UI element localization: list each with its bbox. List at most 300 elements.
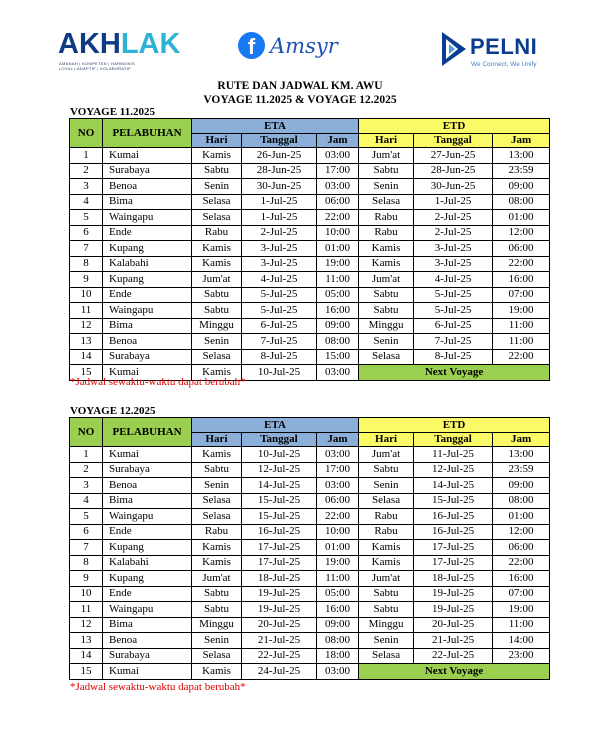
table-row: [70, 194, 550, 210]
row-number: 3: [70, 478, 103, 494]
table-row: [70, 179, 550, 195]
etd-day: Selasa: [359, 349, 414, 365]
row-number: 7: [70, 540, 103, 556]
etd-time: 07:00: [493, 287, 550, 303]
eta-date: 16-Jul-25: [242, 524, 317, 540]
akhlak-subtitle: [59, 61, 169, 71]
eta-day: Senin: [192, 179, 242, 195]
port-name: Surabaya: [103, 462, 192, 478]
table-row: [70, 586, 550, 602]
eta-day: Senin: [192, 478, 242, 494]
schedule-body: [70, 447, 550, 680]
etd-date: 30-Jun-25: [414, 179, 493, 195]
port-name: Benoa: [103, 478, 192, 494]
header-no: NO: [70, 119, 103, 148]
eta-day: Sabtu: [192, 602, 242, 618]
eta-date: 6-Jul-25: [242, 318, 317, 334]
header-eta-day: Hari: [192, 433, 242, 447]
etd-day: Minggu: [359, 318, 414, 334]
etd-time: 23:00: [493, 648, 550, 664]
row-number: 8: [70, 555, 103, 571]
eta-day: Senin: [192, 633, 242, 649]
eta-day: Minggu: [192, 617, 242, 633]
port-name: Waingapu: [103, 509, 192, 525]
header-port: PELABUHAN: [103, 119, 192, 148]
table-row: [70, 272, 550, 288]
eta-day: Kamis: [192, 148, 242, 164]
row-number: 11: [70, 303, 103, 319]
etd-date: 14-Jul-25: [414, 478, 493, 494]
eta-date: 5-Jul-25: [242, 287, 317, 303]
table-row: [70, 163, 550, 179]
eta-date: 26-Jun-25: [242, 148, 317, 164]
etd-date: 21-Jul-25: [414, 633, 493, 649]
row-number: 13: [70, 334, 103, 350]
row-number: 13: [70, 633, 103, 649]
eta-time: 05:00: [317, 287, 359, 303]
eta-day: Kamis: [192, 241, 242, 257]
etd-time: 23:59: [493, 462, 550, 478]
etd-date: 16-Jul-25: [414, 524, 493, 540]
eta-date: 3-Jul-25: [242, 241, 317, 257]
pelni-name: PELNI: [470, 34, 538, 59]
eta-day: Jum'at: [192, 272, 242, 288]
etd-date: 8-Jul-25: [414, 349, 493, 365]
header-etd-day: Hari: [359, 134, 414, 148]
etd-date: 11-Jul-25: [414, 447, 493, 463]
next-voyage-cell: Next Voyage: [359, 365, 550, 381]
etd-time: 06:00: [493, 241, 550, 257]
etd-date: 5-Jul-25: [414, 303, 493, 319]
etd-day: Jum'at: [359, 272, 414, 288]
eta-date: 19-Jul-25: [242, 586, 317, 602]
port-name: Kalabahi: [103, 256, 192, 272]
etd-day: Kamis: [359, 540, 414, 556]
etd-date: 2-Jul-25: [414, 225, 493, 241]
table-row: [70, 148, 550, 164]
eta-time: 17:00: [317, 163, 359, 179]
etd-time: 16:00: [493, 571, 550, 587]
eta-day: Sabtu: [192, 163, 242, 179]
port-name: Kumai: [103, 365, 192, 381]
eta-time: 09:00: [317, 617, 359, 633]
eta-day: Sabtu: [192, 303, 242, 319]
row-number: 6: [70, 524, 103, 540]
header-eta: ETA: [192, 119, 359, 134]
eta-date: 30-Jun-25: [242, 179, 317, 195]
amsyr-name: Amsyr: [270, 34, 338, 58]
port-name: Ende: [103, 287, 192, 303]
row-number: 4: [70, 194, 103, 210]
eta-time: 08:00: [317, 633, 359, 649]
etd-date: 20-Jul-25: [414, 617, 493, 633]
eta-time: 03:00: [317, 179, 359, 195]
eta-time: 03:00: [317, 478, 359, 494]
row-number: 1: [70, 148, 103, 164]
port-name: Bima: [103, 318, 192, 334]
port-name: Kupang: [103, 241, 192, 257]
etd-time: 08:00: [493, 194, 550, 210]
row-number: 6: [70, 225, 103, 241]
eta-day: Rabu: [192, 524, 242, 540]
pelni-tagline: We Connect, We Unify: [471, 61, 537, 68]
table-row: [70, 478, 550, 494]
eta-date: 21-Jul-25: [242, 633, 317, 649]
eta-day: Sabtu: [192, 462, 242, 478]
eta-date: 18-Jul-25: [242, 571, 317, 587]
eta-time: 11:00: [317, 571, 359, 587]
eta-date: 2-Jul-25: [242, 225, 317, 241]
etd-date: 5-Jul-25: [414, 287, 493, 303]
schedule-table: [69, 417, 550, 680]
row-number: 7: [70, 241, 103, 257]
eta-date: 1-Jul-25: [242, 194, 317, 210]
etd-time: 09:00: [493, 179, 550, 195]
etd-day: Kamis: [359, 241, 414, 257]
header-eta: ETA: [192, 418, 359, 433]
table-row: [70, 256, 550, 272]
eta-day: Jum'at: [192, 571, 242, 587]
eta-day: Minggu: [192, 318, 242, 334]
eta-day: Kamis: [192, 365, 242, 381]
eta-day: Kamis: [192, 256, 242, 272]
table-row: [70, 602, 550, 618]
eta-date: 10-Jul-25: [242, 365, 317, 381]
port-name: Kupang: [103, 540, 192, 556]
etd-day: Minggu: [359, 617, 414, 633]
eta-time: 22:00: [317, 210, 359, 226]
eta-time: 03:00: [317, 148, 359, 164]
header-eta-day: Hari: [192, 134, 242, 148]
row-number: 12: [70, 617, 103, 633]
header-etd-date: Tanggal: [414, 134, 493, 148]
table-row: [70, 555, 550, 571]
header-etd-time: Jam: [493, 134, 550, 148]
etd-day: Rabu: [359, 210, 414, 226]
table-row: [70, 210, 550, 226]
port-name: Ende: [103, 225, 192, 241]
eta-date: 22-Jul-25: [242, 648, 317, 664]
eta-day: Rabu: [192, 225, 242, 241]
table-row: [70, 334, 550, 350]
pelni-logo: [440, 30, 560, 74]
etd-time: 01:00: [493, 509, 550, 525]
schedule-body: [70, 148, 550, 381]
eta-date: 8-Jul-25: [242, 349, 317, 365]
etd-day: Jum'at: [359, 148, 414, 164]
next-voyage-cell: Next Voyage: [359, 664, 550, 680]
schedule-note: *Jadwal sewaktu-waktu dapat berubah*: [70, 681, 246, 693]
header-eta-time: Jam: [317, 433, 359, 447]
eta-time: 03:00: [317, 664, 359, 680]
etd-date: 27-Jun-25: [414, 148, 493, 164]
row-number: 8: [70, 256, 103, 272]
eta-day: Sabtu: [192, 586, 242, 602]
eta-day: Kamis: [192, 540, 242, 556]
table-row: [70, 664, 550, 680]
table-row: [70, 648, 550, 664]
etd-time: 11:00: [493, 334, 550, 350]
eta-day: Kamis: [192, 555, 242, 571]
eta-time: 17:00: [317, 462, 359, 478]
etd-day: Senin: [359, 179, 414, 195]
eta-date: 28-Jun-25: [242, 163, 317, 179]
header-etd-day: Hari: [359, 433, 414, 447]
etd-time: 16:00: [493, 272, 550, 288]
eta-date: 5-Jul-25: [242, 303, 317, 319]
etd-day: Sabtu: [359, 602, 414, 618]
etd-time: 12:00: [493, 524, 550, 540]
eta-time: 05:00: [317, 586, 359, 602]
etd-time: 13:00: [493, 447, 550, 463]
eta-date: 17-Jul-25: [242, 540, 317, 556]
port-name: Waingapu: [103, 210, 192, 226]
etd-date: 3-Jul-25: [414, 241, 493, 257]
eta-date: 1-Jul-25: [242, 210, 317, 226]
eta-date: 15-Jul-25: [242, 493, 317, 509]
etd-day: Selasa: [359, 648, 414, 664]
etd-time: 11:00: [493, 617, 550, 633]
eta-date: 3-Jul-25: [242, 256, 317, 272]
eta-time: 01:00: [317, 540, 359, 556]
table-row: [70, 509, 550, 525]
eta-date: 24-Jul-25: [242, 664, 317, 680]
etd-day: Kamis: [359, 555, 414, 571]
eta-time: 08:00: [317, 334, 359, 350]
header-port: PELABUHAN: [103, 418, 192, 447]
eta-day: Sabtu: [192, 287, 242, 303]
port-name: Bima: [103, 493, 192, 509]
table-row: [70, 287, 550, 303]
etd-time: 01:00: [493, 210, 550, 226]
header-etd: ETD: [359, 119, 550, 134]
akhlak-subtitle-line2: LOYAL | ADAPTIF | KOLABORATIF: [59, 66, 132, 71]
eta-date: 17-Jul-25: [242, 555, 317, 571]
eta-date: 19-Jul-25: [242, 602, 317, 618]
eta-time: 11:00: [317, 272, 359, 288]
row-number: 2: [70, 462, 103, 478]
etd-date: 19-Jul-25: [414, 586, 493, 602]
etd-day: Sabtu: [359, 287, 414, 303]
eta-time: 06:00: [317, 194, 359, 210]
eta-time: 03:00: [317, 365, 359, 381]
eta-date: 15-Jul-25: [242, 509, 317, 525]
row-number: 9: [70, 571, 103, 587]
etd-day: Senin: [359, 478, 414, 494]
eta-time: 10:00: [317, 524, 359, 540]
eta-day: Selasa: [192, 210, 242, 226]
etd-date: 22-Jul-25: [414, 648, 493, 664]
port-name: Waingapu: [103, 602, 192, 618]
port-name: Waingapu: [103, 303, 192, 319]
port-name: Surabaya: [103, 163, 192, 179]
header-eta-time: Jam: [317, 134, 359, 148]
etd-day: Sabtu: [359, 163, 414, 179]
table-row: [70, 303, 550, 319]
etd-time: 11:00: [493, 318, 550, 334]
etd-day: Jum'at: [359, 447, 414, 463]
eta-date: 4-Jul-25: [242, 272, 317, 288]
page-title: RUTE DAN JADWAL KM. AWU: [217, 80, 383, 92]
etd-date: 4-Jul-25: [414, 272, 493, 288]
row-number: 5: [70, 210, 103, 226]
header-eta-date: Tanggal: [242, 433, 317, 447]
eta-time: 15:00: [317, 349, 359, 365]
row-number: 11: [70, 602, 103, 618]
port-name: Kumai: [103, 664, 192, 680]
table-row: [70, 447, 550, 463]
table-row: [70, 349, 550, 365]
header-eta-date: Tanggal: [242, 134, 317, 148]
etd-date: 18-Jul-25: [414, 571, 493, 587]
port-name: Ende: [103, 586, 192, 602]
eta-time: 06:00: [317, 493, 359, 509]
row-number: 4: [70, 493, 103, 509]
eta-time: 01:00: [317, 241, 359, 257]
row-number: 1: [70, 447, 103, 463]
row-number: 10: [70, 287, 103, 303]
table-row: [70, 318, 550, 334]
etd-day: Senin: [359, 633, 414, 649]
etd-day: Selasa: [359, 194, 414, 210]
etd-time: 22:00: [493, 349, 550, 365]
etd-date: 16-Jul-25: [414, 509, 493, 525]
table-row: [70, 617, 550, 633]
header-no: NO: [70, 418, 103, 447]
header-etd-time: Jam: [493, 433, 550, 447]
header-etd: ETD: [359, 418, 550, 433]
row-number: 14: [70, 648, 103, 664]
port-name: Kupang: [103, 272, 192, 288]
row-number: 15: [70, 365, 103, 381]
row-number: 10: [70, 586, 103, 602]
eta-time: 16:00: [317, 602, 359, 618]
eta-time: 09:00: [317, 318, 359, 334]
etd-date: 17-Jul-25: [414, 555, 493, 571]
row-number: 3: [70, 179, 103, 195]
etd-time: 07:00: [493, 586, 550, 602]
eta-day: Kamis: [192, 664, 242, 680]
eta-date: 7-Jul-25: [242, 334, 317, 350]
table-row: [70, 462, 550, 478]
row-number: 2: [70, 163, 103, 179]
etd-time: 12:00: [493, 225, 550, 241]
etd-date: 3-Jul-25: [414, 256, 493, 272]
schedule-table: [69, 118, 550, 381]
page-subtitle: VOYAGE 11.2025 & VOYAGE 12.2025: [203, 94, 397, 106]
table-row: [70, 524, 550, 540]
etd-day: Sabtu: [359, 303, 414, 319]
eta-time: 10:00: [317, 225, 359, 241]
etd-time: 22:00: [493, 256, 550, 272]
eta-date: 12-Jul-25: [242, 462, 317, 478]
eta-day: Selasa: [192, 509, 242, 525]
etd-date: 6-Jul-25: [414, 318, 493, 334]
etd-time: 19:00: [493, 303, 550, 319]
etd-time: 22:00: [493, 555, 550, 571]
eta-time: 22:00: [317, 509, 359, 525]
etd-date: 19-Jul-25: [414, 602, 493, 618]
port-name: Kumai: [103, 447, 192, 463]
voyage-label: VOYAGE 12.2025: [70, 405, 156, 417]
facebook-icon: f: [238, 32, 265, 59]
schedule-note: *Jadwal sewaktu-waktu dapat berubah*: [70, 376, 246, 388]
table-row: [70, 633, 550, 649]
port-name: Kalabahi: [103, 555, 192, 571]
port-name: Benoa: [103, 179, 192, 195]
etd-date: 2-Jul-25: [414, 210, 493, 226]
table-row: [70, 241, 550, 257]
eta-time: 19:00: [317, 256, 359, 272]
etd-time: 13:00: [493, 148, 550, 164]
port-name: Kupang: [103, 571, 192, 587]
etd-day: Senin: [359, 334, 414, 350]
etd-date: 12-Jul-25: [414, 462, 493, 478]
row-number: 9: [70, 272, 103, 288]
etd-date: 28-Jun-25: [414, 163, 493, 179]
eta-date: 10-Jul-25: [242, 447, 317, 463]
etd-time: 23:59: [493, 163, 550, 179]
row-number: 5: [70, 509, 103, 525]
pelni-mark-icon: [440, 30, 468, 68]
eta-day: Kamis: [192, 447, 242, 463]
port-name: Surabaya: [103, 349, 192, 365]
eta-time: 18:00: [317, 648, 359, 664]
etd-day: Jum'at: [359, 571, 414, 587]
eta-day: Senin: [192, 334, 242, 350]
etd-date: 17-Jul-25: [414, 540, 493, 556]
eta-date: 14-Jul-25: [242, 478, 317, 494]
eta-day: Selasa: [192, 349, 242, 365]
eta-time: 03:00: [317, 447, 359, 463]
etd-time: 09:00: [493, 478, 550, 494]
etd-time: 19:00: [493, 602, 550, 618]
row-number: 14: [70, 349, 103, 365]
voyage-label: VOYAGE 11.2025: [70, 106, 155, 118]
etd-day: Kamis: [359, 256, 414, 272]
eta-date: 20-Jul-25: [242, 617, 317, 633]
port-name: Bima: [103, 617, 192, 633]
etd-date: 7-Jul-25: [414, 334, 493, 350]
etd-day: Sabtu: [359, 586, 414, 602]
etd-time: 06:00: [493, 540, 550, 556]
port-name: Surabaya: [103, 648, 192, 664]
facebook-amsyr-logo: [238, 32, 358, 62]
row-number: 15: [70, 664, 103, 680]
etd-day: Rabu: [359, 524, 414, 540]
table-row: [70, 225, 550, 241]
port-name: Benoa: [103, 334, 192, 350]
etd-day: Sabtu: [359, 462, 414, 478]
table-row: [70, 493, 550, 509]
etd-day: Rabu: [359, 225, 414, 241]
eta-day: Selasa: [192, 493, 242, 509]
eta-time: 19:00: [317, 555, 359, 571]
port-name: Bima: [103, 194, 192, 210]
port-name: Kumai: [103, 148, 192, 164]
port-name: Benoa: [103, 633, 192, 649]
port-name: Ende: [103, 524, 192, 540]
akhlak-logo: [58, 28, 181, 76]
akhlak-subtitle-line1: AMANAH | KOMPETEN | HARMONIS: [59, 61, 136, 66]
etd-time: 08:00: [493, 493, 550, 509]
eta-day: Selasa: [192, 194, 242, 210]
etd-day: Rabu: [359, 509, 414, 525]
etd-time: 14:00: [493, 633, 550, 649]
etd-date: 1-Jul-25: [414, 194, 493, 210]
eta-day: Selasa: [192, 648, 242, 664]
etd-day: Selasa: [359, 493, 414, 509]
